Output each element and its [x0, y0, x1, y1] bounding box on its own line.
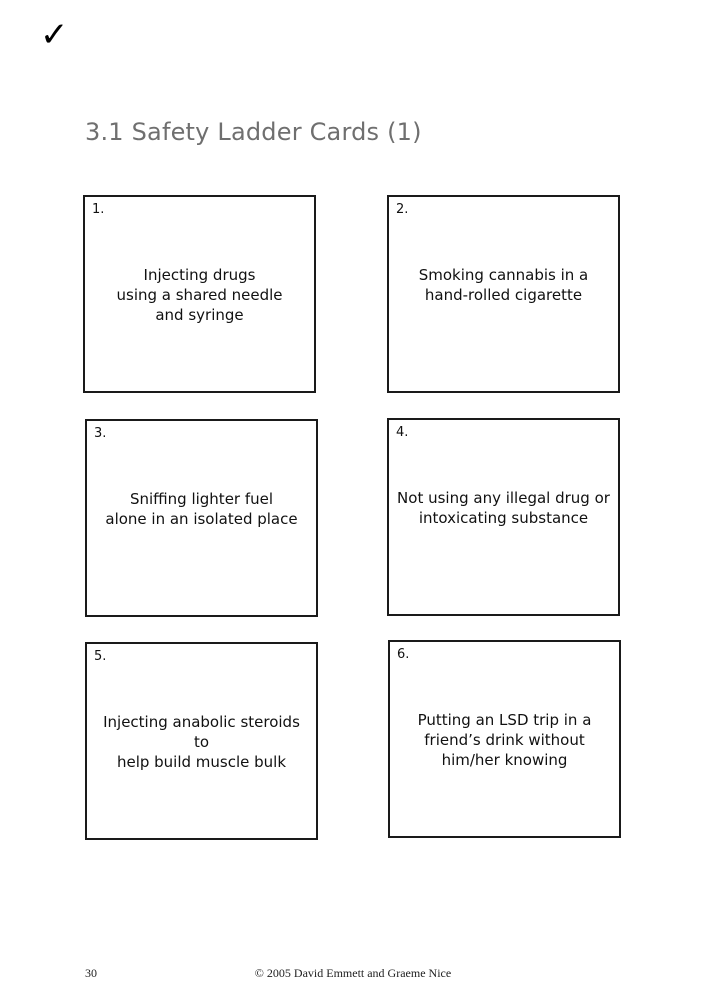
- copyright-notice: © 2005 David Emmett and Graeme Nice: [254, 966, 452, 980]
- card-6: [388, 640, 621, 838]
- card-text: Not using any illegal drug or intoxicating substance: [397, 489, 610, 527]
- checkmark-icon: ✓: [40, 15, 69, 55]
- card-5: [85, 642, 318, 840]
- card-number: 2.: [396, 202, 409, 217]
- card-4: [387, 418, 620, 616]
- card-3: [85, 419, 318, 617]
- page-title: 3.1 Safety Ladder Cards (1): [85, 118, 422, 146]
- card-2: [387, 195, 620, 393]
- card-number: 5.: [94, 649, 107, 664]
- card-text: Smoking cannabis in a hand-rolled cigarette: [418, 266, 589, 304]
- card-text: Injecting anabolic steroids to help build muscle bulk: [103, 713, 300, 771]
- card-1: [83, 195, 316, 393]
- card-text: Injecting drugs using a shared needle and syringe: [116, 266, 283, 324]
- card-number: 3.: [94, 426, 107, 441]
- card-number: 1.: [92, 202, 105, 217]
- card-text: Putting an LSD trip in a friend’s drink without him/her knowing: [417, 711, 592, 769]
- card-number: 6.: [397, 647, 410, 662]
- page-number: 30: [85, 966, 97, 980]
- card-text: Sniffing lighter fuel alone in an isolated place: [105, 490, 298, 528]
- card-number: 4.: [396, 425, 409, 440]
